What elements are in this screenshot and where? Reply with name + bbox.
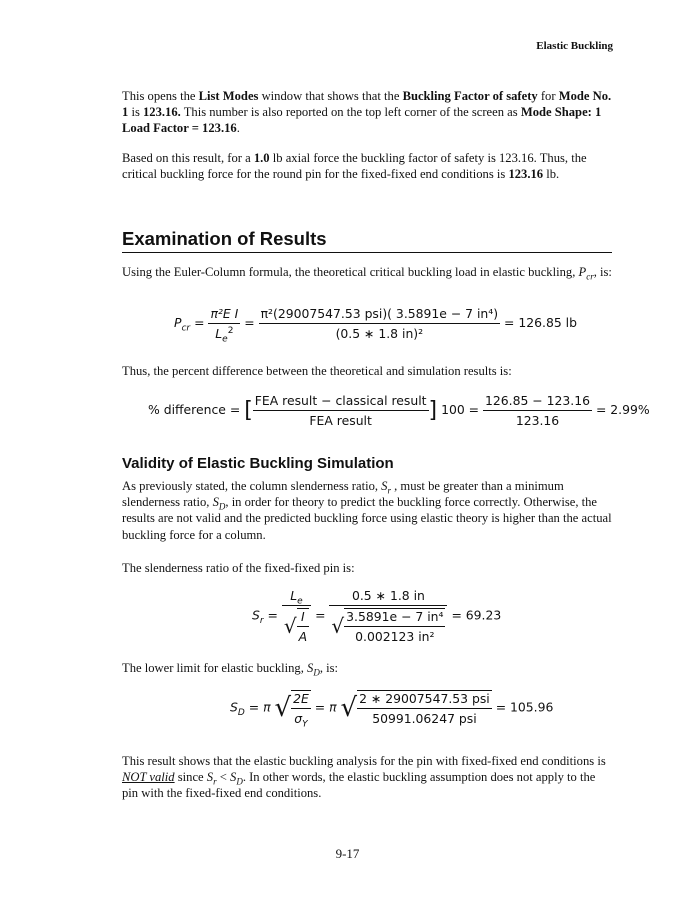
fraction-substituted [329, 588, 447, 644]
text: lb axial force the buckling factor of safety is 123.16. Thus, the critical buckling force for the round pin for the fixed-fixed end conditions is [122, 151, 587, 182]
bold-text: 1.0 [253, 151, 270, 165]
text: < [216, 770, 231, 785]
eq-subscript: cr [181, 323, 191, 334]
equals-sign: = [267, 607, 278, 623]
bold-text: List Modes [198, 89, 259, 103]
right-bracket: ] [428, 398, 438, 423]
text: , in order for theory to predict the buckling force correctly. Otherwise, the results are not valid and the predicted buckling force using elastic theory is higher than the actual buckling force for a column. [122, 495, 612, 542]
fraction-formula [208, 306, 240, 345]
equation-lower-limit [230, 690, 554, 730]
pi-symbol: π [329, 699, 337, 715]
fraction-denominator: FEA result [309, 413, 372, 428]
text: is [128, 105, 143, 120]
eq-symbol: S [252, 607, 260, 623]
subsection-title: Validity of Elastic Buckling Simulation [122, 455, 394, 472]
text: . [236, 121, 240, 136]
text: since [174, 770, 207, 785]
fraction-formula [282, 588, 311, 644]
equation-result: = 2.99% [595, 402, 650, 417]
eq-subscript: D [237, 707, 245, 718]
fraction-numerator: FEA result − classical result [253, 393, 429, 411]
fraction-numerator: L [290, 588, 298, 603]
bold-text: 123.16. [143, 105, 181, 120]
radicand-numerator: 2 ∗ 29007547.53 psi [357, 691, 492, 709]
section-rule [122, 252, 612, 253]
radicand-numerator: 3.5891e − 7 in⁴ [344, 609, 445, 627]
eq-subscript: e [297, 596, 303, 607]
symbol-subscript: D [236, 776, 243, 787]
text: This result shows that the elastic buckling analysis for the pin with fixed-fixed end conditions is [122, 754, 606, 768]
text: , must be greater than a minimum slenderness ratio, [122, 479, 564, 510]
text: Based on this result, for a [122, 151, 254, 165]
equals-sign: = [248, 699, 260, 715]
equals-sign: = [314, 699, 326, 715]
fraction-numerator: π²(29007547.53 psi)( 3.5891e − 7 in⁴) [259, 306, 501, 324]
underlined-text: NOT valid [122, 770, 175, 785]
equation-percent-difference [148, 393, 650, 428]
symbol: P [578, 265, 587, 279]
symbol-subscript: cr [586, 271, 594, 282]
symbol: S [230, 770, 237, 785]
text: window that shows that the [258, 89, 403, 103]
bold-text: 123.16 [508, 167, 544, 182]
radicand-numerator: 2E [291, 691, 311, 709]
symbol-subscript: D [313, 667, 320, 678]
sqrt-sign: √ [340, 693, 358, 723]
radicand-formula [291, 690, 311, 730]
equation-critical-load [174, 306, 577, 345]
text: This number is also reported on the top left corner of the screen as [180, 105, 521, 120]
section-title: Examination of Results [122, 228, 327, 249]
symbol: S [307, 661, 314, 675]
text: Using the Euler-Column formula, the theoretical critical buckling load in elastic buckling, [122, 265, 579, 279]
fraction-denominator: (0.5 ∗ 1.8 in)² [335, 326, 424, 341]
equals-sign: = [194, 315, 205, 330]
paragraph-buckling-factor [122, 150, 612, 182]
text: As previously stated, the column slenderness ratio, [122, 479, 382, 493]
radicand-denominator: A [298, 629, 308, 644]
eq-label: % difference = [148, 402, 241, 417]
bold-text: Mode No. 1 [122, 89, 612, 120]
left-bracket: [ [244, 398, 253, 423]
radicand-denominator: 0.002123 in² [355, 629, 435, 644]
text: . In other words, the elastic buckling assumption does not apply to the pin with the fixed-fixed end conditions. [122, 770, 596, 801]
symbol-subscript: D [218, 501, 226, 512]
paragraph-slenderness-ratio [122, 478, 612, 543]
sqrt-sign: √ [331, 614, 345, 638]
sqrt-sign: √ [283, 614, 297, 638]
symbol: S [206, 770, 214, 785]
radicand-numerator: I [297, 609, 309, 627]
text: , is: [593, 265, 612, 279]
text: This opens the [122, 89, 199, 103]
paragraph-conclusion [122, 753, 612, 802]
eq-superscript: 2 [227, 325, 234, 336]
eq-symbol: S [230, 699, 238, 715]
text: lb. [543, 167, 560, 182]
equation-slenderness [252, 588, 501, 644]
fraction-substituted [259, 306, 501, 341]
paragraph-fixed-fixed-ratio: The slenderness ratio of the fixed-fixed pin is: [122, 561, 355, 575]
eq-subscript: Y [302, 719, 308, 730]
fraction-denominator: 123.16 [515, 413, 560, 428]
equation-result: = 69.23 [451, 607, 502, 623]
symbol-subscript: r [213, 776, 217, 787]
text: The lower limit for elastic buckling, [122, 661, 308, 675]
symbol: S [212, 495, 219, 510]
equation-result: = 126.85 lb [504, 315, 577, 330]
eq-subscript: r [259, 615, 264, 626]
page-number: 9-17 [335, 846, 360, 861]
fraction-values [483, 393, 592, 428]
pi-symbol: π [263, 699, 271, 715]
bold-text: Buckling Factor of safety [402, 89, 538, 103]
eq-subscript: e [222, 334, 228, 345]
eq-multiplier: 100 = [441, 402, 480, 417]
radicand-denominator: σ [294, 711, 303, 726]
eq-symbol: P [174, 315, 182, 330]
symbol-subscript: r [387, 485, 391, 496]
paragraph-percent-difference: Thus, the percent difference between the theoretical and simulation results is: [122, 364, 512, 378]
fraction-numerator: 126.85 − 123.16 [483, 393, 592, 411]
fraction-numerator: π²E I [208, 306, 240, 324]
paragraph-lower-limit [122, 660, 612, 676]
running-header: Elastic Buckling [536, 40, 613, 52]
equals-sign: = [244, 315, 255, 330]
fraction-numerator: 0.5 ∗ 1.8 in [329, 588, 447, 606]
sqrt-sign: √ [274, 693, 292, 723]
equals-sign: = [315, 607, 326, 623]
text: , is: [319, 661, 339, 675]
radicand-values [357, 690, 492, 726]
radicand-denominator: 50991.06247 psi [372, 711, 477, 726]
equation-result: = 105.96 [495, 699, 554, 715]
symbol: S [381, 479, 388, 493]
bold-text: Mode Shape: 1 Load Factor = 123.16 [122, 105, 602, 136]
fraction-denominator: L [215, 326, 223, 341]
fraction-definition [253, 393, 429, 428]
paragraph-euler-formula [122, 264, 612, 280]
paragraph-list-modes [122, 88, 612, 137]
text: for [537, 89, 559, 103]
